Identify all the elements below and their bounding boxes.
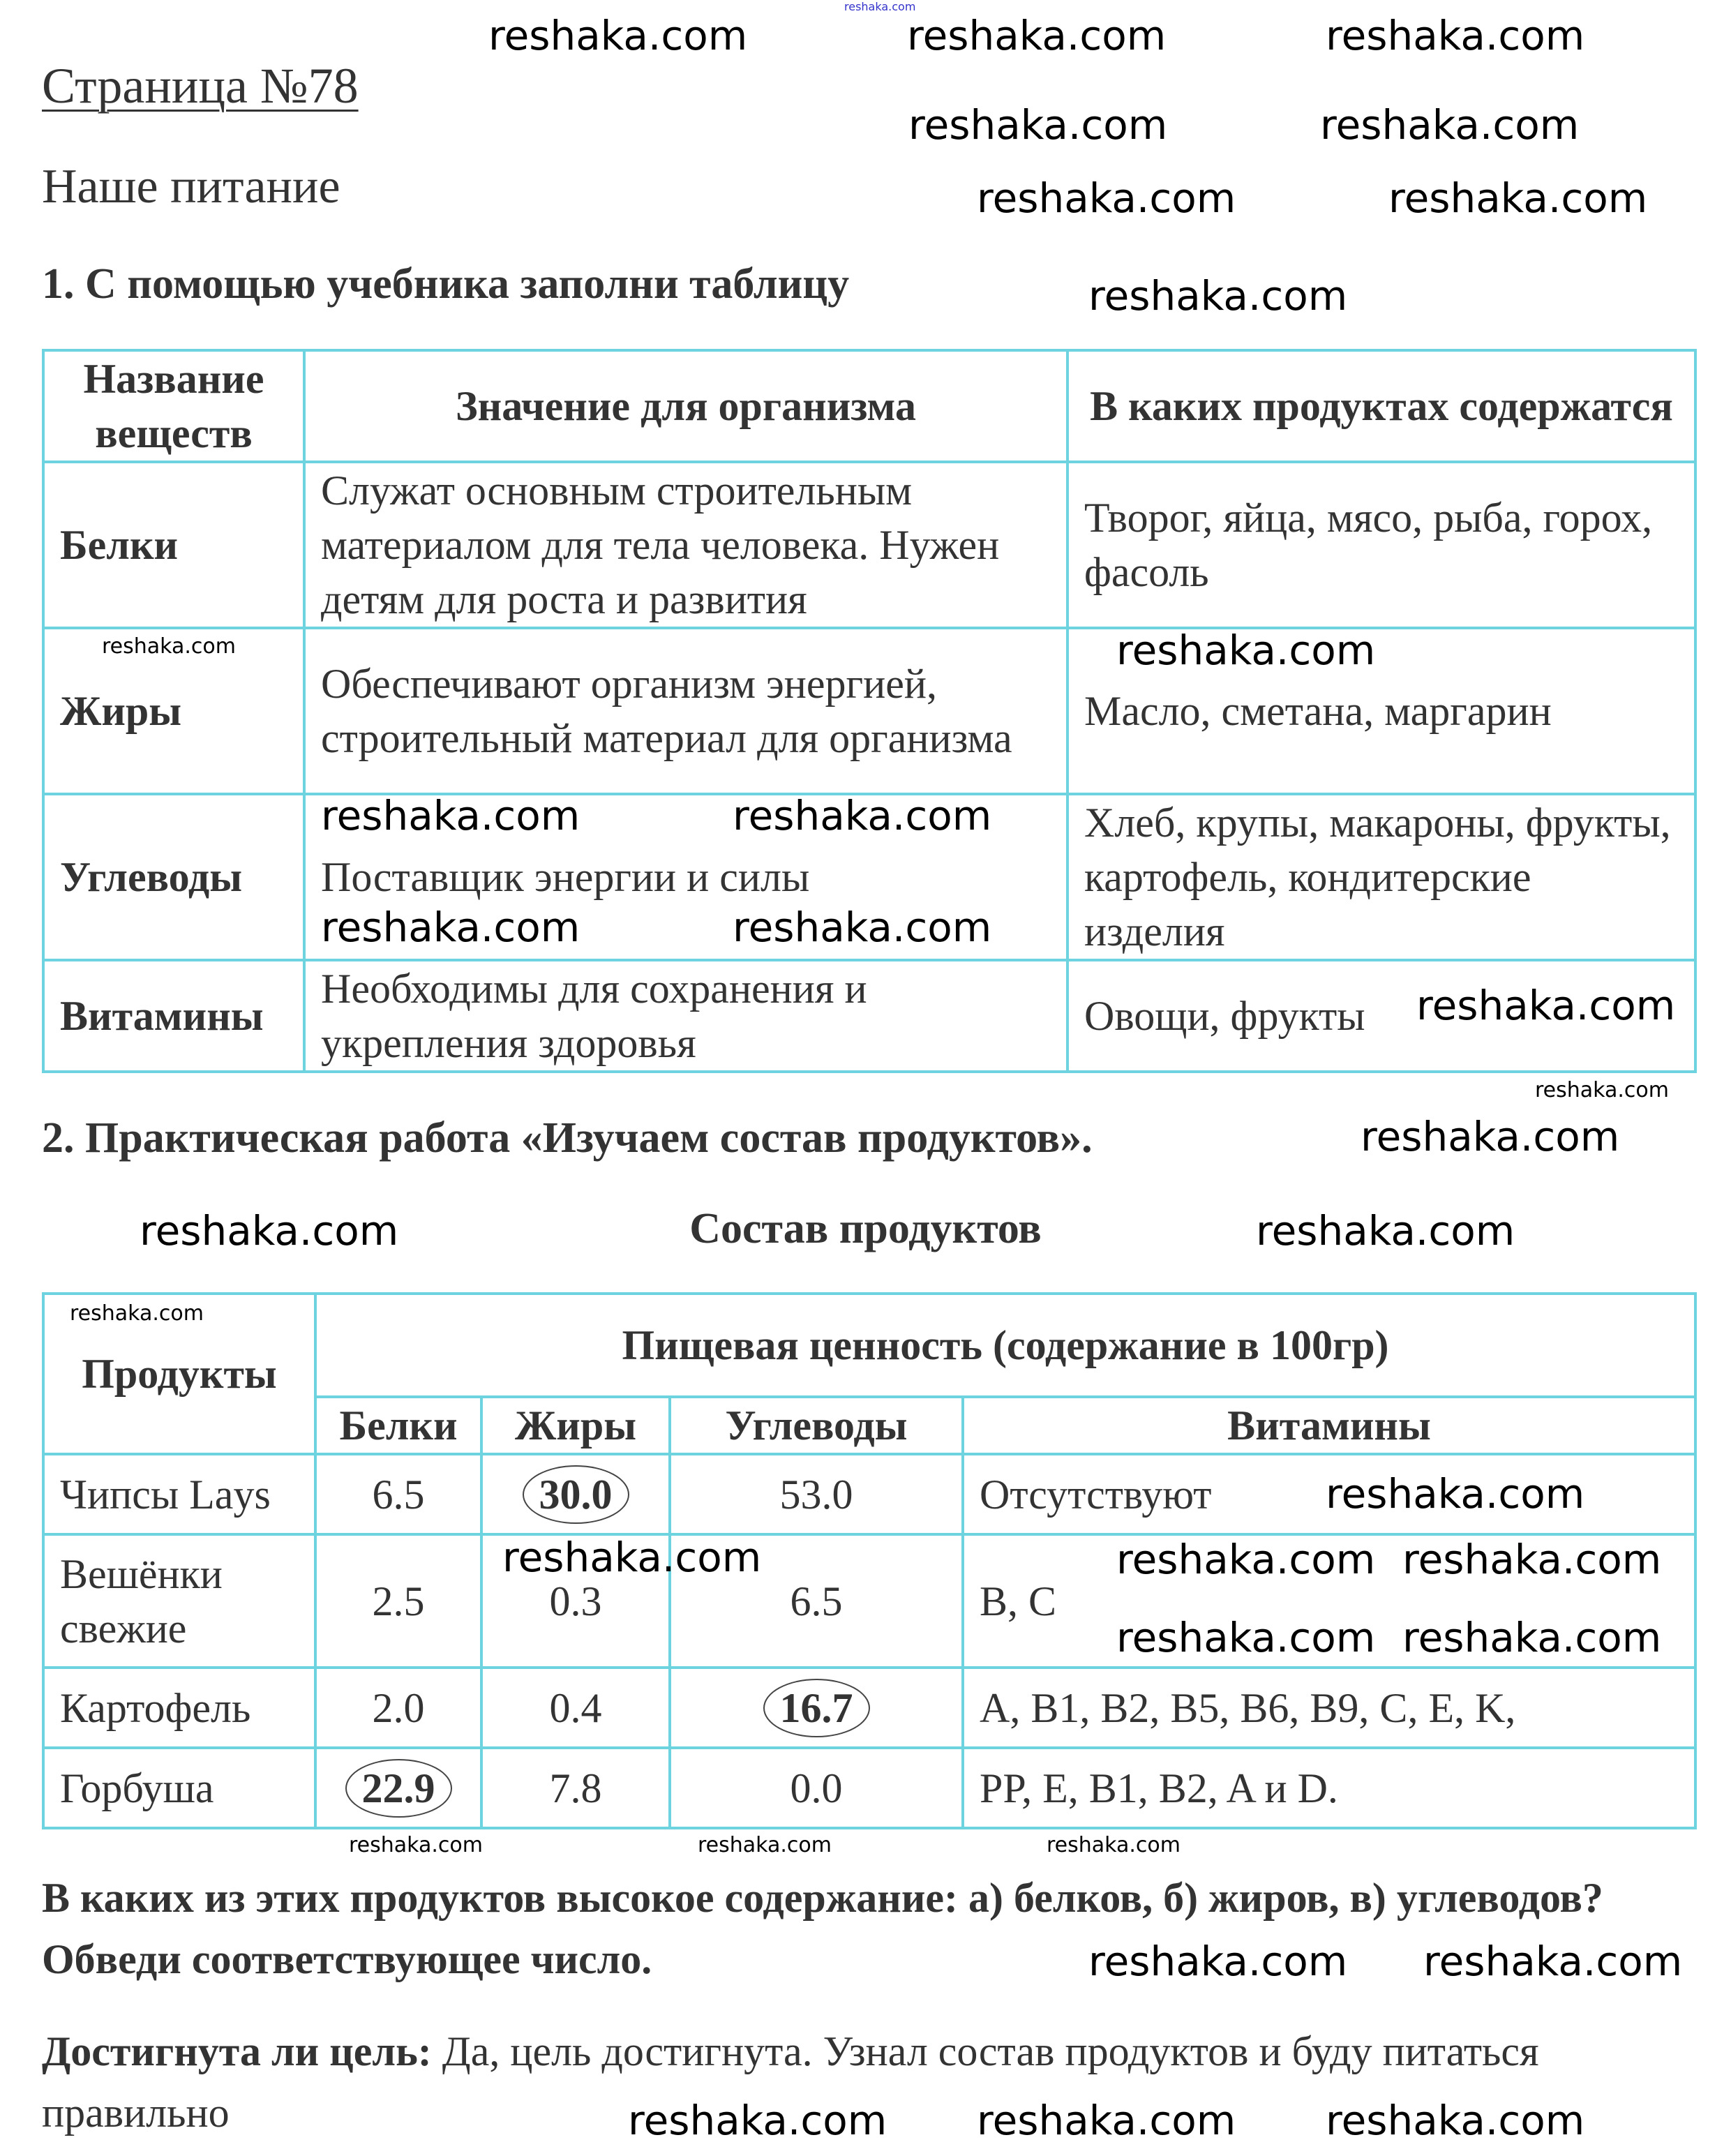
watermark: reshaka.com: [1116, 1614, 1376, 1661]
nutrition-value-header: Пищевая ценность (содержание в 100гр): [315, 1294, 1695, 1397]
substance-name: Углеводы: [43, 794, 304, 960]
vitamins-value: A, B1, B2, B5, B6, B9, C, E, K,: [963, 1668, 1695, 1748]
watermark: reshaka.com: [1361, 1113, 1620, 1160]
watermark: reshaka.com: [1116, 1536, 1376, 1583]
watermark: reshaka.com: [502, 1534, 762, 1581]
product-name: Вешёнки свежие: [43, 1534, 315, 1668]
protein-value: 6.5: [315, 1454, 481, 1534]
watermark: reshaka.com: [698, 1833, 832, 1857]
column-header: В каких продуктах содержатся: [1067, 350, 1695, 462]
task2-title: 2. Практическая работа «Изучаем состав продуктов».: [42, 1114, 1093, 1162]
watermark: reshaka.com: [70, 1301, 204, 1326]
fat-value: 0.3: [481, 1534, 670, 1668]
vitamins-value: PP, E, B1, B2, A и D.: [963, 1748, 1695, 1828]
composition-table-title: Состав продуктов: [689, 1205, 1042, 1252]
watermark: reshaka.com: [1535, 1078, 1669, 1102]
table-row: [43, 1668, 1695, 1748]
carbs-value: 6.5: [670, 1534, 963, 1668]
column-header: Название веществ: [43, 350, 304, 462]
substance-name: Жиры: [43, 628, 304, 794]
circled-value: 30.0: [523, 1465, 629, 1524]
watermark: reshaka.com: [1423, 1938, 1683, 1985]
column-header: Белки: [315, 1397, 481, 1454]
goal-answer: Да, цель достигнута. Узнал состав продуктов и буду питаться правильно: [42, 2028, 1539, 2136]
watermark: reshaka.com: [1402, 1536, 1662, 1583]
task1-title: 1. С помощью учебника заполни таблицу: [42, 260, 850, 308]
watermark: reshaka.com: [733, 792, 992, 839]
question-text: В каких из этих продуктов высокое содержание: а) белков, б) жиров, в) углеводов? Обведи соответствующее число.: [42, 1875, 1603, 1982]
watermark: reshaka.com: [349, 1833, 483, 1857]
watermark: reshaka.com: [1326, 2097, 1585, 2144]
fat-value: 7.8: [481, 1748, 670, 1828]
column-header: Углеводы: [670, 1397, 963, 1454]
product-name: Картофель: [43, 1668, 315, 1748]
substance-products: Хлеб, крупы, макароны, фрукты, картофель, кондитерские изделия: [1067, 794, 1695, 960]
watermark: reshaka.com: [1388, 174, 1648, 222]
table-row: [43, 462, 1695, 628]
watermark: reshaka.com: [1326, 1470, 1585, 1518]
product-name: Горбуша: [43, 1748, 315, 1828]
watermark: reshaka.com: [1416, 982, 1676, 1029]
carbs-value: 0.0: [670, 1748, 963, 1828]
watermark: reshaka.com: [1047, 1833, 1181, 1857]
column-header: Значение для организма: [304, 350, 1067, 462]
watermark-top: reshaka.com: [844, 0, 916, 13]
nutrients-table: [42, 349, 1697, 1073]
fat-value: 0.4: [481, 1668, 670, 1748]
watermark: reshaka.com: [321, 904, 580, 951]
substance-meaning: Обеспечивают организм энергией, строительный материал для организма: [304, 628, 1067, 794]
circled-value: 16.7: [763, 1679, 870, 1737]
section-subtitle: Наше питание: [42, 160, 340, 214]
carbs-value: [670, 1668, 963, 1748]
substance-meaning: Необходимы для сохранения и укрепления здоровья: [304, 960, 1067, 1072]
watermark: reshaka.com: [733, 904, 992, 951]
protein-value: 2.5: [315, 1534, 481, 1668]
watermark: reshaka.com: [1320, 101, 1580, 149]
watermark: reshaka.com: [977, 2097, 1236, 2144]
table-row: [43, 1748, 1695, 1828]
watermark: reshaka.com: [1326, 12, 1585, 59]
substance-products: Овощи, фрукты: [1067, 960, 1695, 1072]
watermark: reshaka.com: [321, 792, 580, 839]
watermark: reshaka.com: [907, 12, 1167, 59]
vitamins-value: Отсутствуют: [963, 1454, 1695, 1534]
watermark: reshaka.com: [1116, 627, 1376, 674]
watermark: reshaka.com: [488, 12, 748, 59]
protein-value: 2.0: [315, 1668, 481, 1748]
fat-value: [481, 1454, 670, 1534]
column-header: Жиры: [481, 1397, 670, 1454]
product-name: Чипсы Lays: [43, 1454, 315, 1534]
column-header: Витамины: [963, 1397, 1695, 1454]
substance-products: Масло, сметана, маргарин: [1067, 628, 1695, 794]
substance-name: Белки: [43, 462, 304, 628]
carbs-value: 53.0: [670, 1454, 963, 1534]
page-title: Страница №78: [42, 58, 359, 114]
protein-value: [315, 1748, 481, 1828]
watermark: reshaka.com: [140, 1207, 399, 1255]
watermark: reshaka.com: [102, 634, 236, 659]
vitamins-value: B, C: [963, 1534, 1695, 1668]
watermark: reshaka.com: [1088, 272, 1348, 320]
substance-products: Творог, яйца, мясо, рыба, горох, фасоль: [1067, 462, 1695, 628]
circled-value: 22.9: [345, 1759, 452, 1818]
watermark: reshaka.com: [1402, 1614, 1662, 1661]
watermark: reshaka.com: [977, 174, 1236, 222]
substance-meaning: Служат основным строительным материалом для тела человека. Нужен детям для роста и развития: [304, 462, 1067, 628]
goal-label: Достигнута ли цель:: [42, 2028, 432, 2074]
watermark: reshaka.com: [628, 2097, 887, 2144]
watermark: reshaka.com: [908, 101, 1168, 149]
watermark: reshaka.com: [1256, 1207, 1515, 1255]
substance-meaning: Поставщик энергии и силы: [304, 794, 1067, 960]
watermark: reshaka.com: [1088, 1938, 1348, 1985]
table-header-row: [43, 1294, 1695, 1397]
substance-name: Витамины: [43, 960, 304, 1072]
table-row: [43, 628, 1695, 794]
table-header-row: [43, 350, 1695, 462]
products-header: Продукты: [43, 1294, 315, 1454]
